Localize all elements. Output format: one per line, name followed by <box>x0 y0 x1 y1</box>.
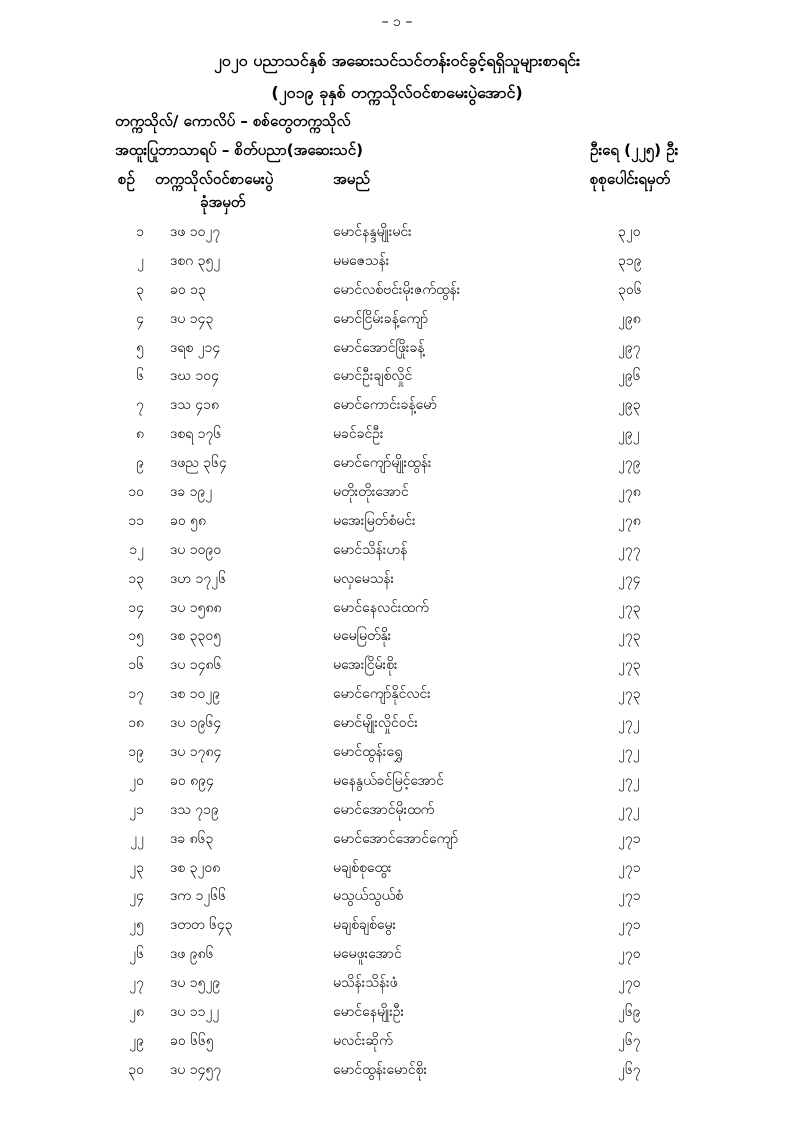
row-number: ၁၄ <box>128 599 144 616</box>
total-score: ၂၇၃ <box>618 599 641 616</box>
roll-number: ဒပ ၁၇၈၄ <box>170 744 222 761</box>
roll-number: ဒရစ ၂၁၄ <box>170 339 221 356</box>
roll-number: ခဝ ၆၆၅ <box>170 1032 214 1049</box>
document-title: ၂၀၂၀ ပညာသင်နှစ် အဆေးသင်သင်တန်းဝင်ခွင့်ရရှိသူများစာရင်း <box>213 51 581 70</box>
row-number: ၁၁ <box>128 512 144 529</box>
table-row <box>0 738 794 767</box>
total-score: ၂၉၃ <box>618 397 641 414</box>
table-row <box>0 767 794 796</box>
table-row <box>0 854 794 883</box>
student-name: မောင်ကျော်နိုင်လင်း <box>333 686 431 703</box>
total-score: ၃၁၉ <box>618 252 642 269</box>
table-row <box>0 651 794 680</box>
table-row <box>0 218 794 247</box>
student-name: မောင်အောင်မိုးထက် <box>333 801 435 818</box>
total-score: ၂၇၁ <box>618 830 641 847</box>
table-row <box>0 1027 794 1056</box>
row-number: ၂၃ <box>129 859 144 876</box>
student-name: မတိုးတိုးအောင် <box>333 484 409 501</box>
roll-number: ဒဟ ၁၇၂၆ <box>170 570 226 587</box>
student-name: မောင်အောင်အောင်ကျော် <box>333 830 459 847</box>
total-score: ၂၇၉ <box>618 455 641 472</box>
row-number: ၁၃ <box>128 570 144 587</box>
row-number: ၁၀ <box>128 484 144 501</box>
row-number: ၄ <box>136 310 144 327</box>
row-number: ၁၈ <box>128 715 144 732</box>
student-name: မောင်လစ်ဗင်းမိုးဇက်ထွန်း <box>333 281 461 298</box>
total-score: ၂၇၈ <box>618 484 641 501</box>
total-score: ၂၇၃ <box>618 686 641 703</box>
table-row <box>0 507 794 536</box>
row-number: ၂၁ <box>129 801 144 818</box>
total-score: ၂၇၁ <box>618 888 641 905</box>
roll-number: ခဝ ၈၉၄ <box>170 772 214 789</box>
student-name: မမေဖူးအောင် <box>333 946 402 963</box>
student-name: မောင်ကျော်မျိုးထွန်း <box>333 455 432 472</box>
page-number: – ၁ – <box>381 14 413 30</box>
table-row <box>0 1056 794 1085</box>
total-score: ၂၇၂ <box>618 744 640 761</box>
total-score: ၂၇၁ <box>618 859 641 876</box>
row-number: ၂၀ <box>129 772 144 789</box>
roll-number: ဒပ ၁၅၈၈ <box>170 599 222 616</box>
row-number: ၁၂ <box>129 541 144 558</box>
student-name: မသိန်းသိန်းဖံ <box>333 975 398 992</box>
roll-number: ဒက ၁၂၆၆ <box>170 888 226 905</box>
total-score: ၂၆၇ <box>618 1061 641 1078</box>
student-name: မောင်ငြိမ်းခန့်ကျော် <box>333 310 429 327</box>
table-row <box>0 362 794 391</box>
table-row <box>0 536 794 565</box>
row-number: ၁၉ <box>128 744 144 761</box>
student-name: မောင်ဦးချစ်လှိုင် <box>333 368 413 385</box>
row-number: ၂၈ <box>129 1004 144 1021</box>
total-score: ၃၂၀ <box>618 224 641 240</box>
total-score: ၂၆၇ <box>618 1032 641 1049</box>
total-score: ၂၇၀ <box>618 946 641 963</box>
table-row <box>0 911 794 940</box>
student-name: မောင်နန္ဒမျိုးမင်း <box>333 224 412 240</box>
student-name: မအေးငြိမ်းစိုး <box>333 657 398 674</box>
roll-number: ဒပ ၁၅၂၉ <box>170 975 221 992</box>
header-name: အမည် <box>333 170 370 188</box>
total-score: ၂၉၆ <box>618 368 641 385</box>
student-name: မလှမေသန်း <box>333 570 395 587</box>
roll-number: ဒဃ ၁၀၄ <box>170 368 220 385</box>
student-name: မောင်ကောင်းခန့်မော် <box>333 397 437 414</box>
total-score: ၂၉၇ <box>618 339 641 356</box>
table-row <box>0 998 794 1027</box>
table-row <box>0 391 794 420</box>
student-name: မခင်ခင်ဦး <box>333 426 384 443</box>
student-name: မမဇေသန်း <box>333 252 390 269</box>
total-score: ၂၉၈ <box>618 310 641 327</box>
row-number: ၂၅ <box>129 917 144 934</box>
student-name: မောင်ထွန်းမောင်စိုး <box>333 1061 428 1078</box>
total-score: ၂၇၈ <box>618 512 641 529</box>
row-number: ၆ <box>136 368 144 385</box>
table-row <box>0 247 794 276</box>
student-name: မောင်သိန်းဟန် <box>333 541 408 558</box>
table-row <box>0 796 794 825</box>
roll-number: ဒတတ ၆၄၃ <box>170 917 233 934</box>
roll-number: ဒပ ၁၁၂၂ <box>170 1004 220 1021</box>
roll-number: ဒစရ ၁၇၆ <box>170 426 222 443</box>
table-row <box>0 305 794 334</box>
roll-number: ဒပ ၁၄၅၇ <box>170 1061 222 1078</box>
total-score: ၂၆၉ <box>618 1004 641 1021</box>
header-score: စုစုပေါင်းရမှတ် <box>590 170 671 188</box>
total-score: ၂၇၂ <box>618 715 640 732</box>
table-row <box>0 940 794 969</box>
table-row <box>0 709 794 738</box>
table-row <box>0 565 794 594</box>
table-row <box>0 449 794 478</box>
header-roll-number: တက္ကသိုလ်ဝင်စာမေးပွဲ <box>155 170 274 188</box>
row-number: ၁၅ <box>128 628 144 645</box>
total-score: ၂၇၀ <box>618 975 641 992</box>
total-score: ၂၇၃ <box>618 628 641 645</box>
row-number: ၇ <box>136 397 144 414</box>
table-row <box>0 478 794 507</box>
roll-number: ဒစ ၃၃၀၅ <box>170 628 222 645</box>
row-number: ၅ <box>136 339 144 356</box>
header-roll-number-line2: ခုံအမှတ် <box>200 193 246 211</box>
row-number: ၃၀ <box>128 1061 144 1078</box>
roll-number: ဒစ ၁၀၂၉ <box>170 686 221 703</box>
student-name: မနေနွယ်ခင်မြင့်အောင် <box>333 772 444 789</box>
university-label: တက္ကသိုလ်/ ကောလိပ် – စစ်တွေတက္ကသိုလ် <box>115 112 351 130</box>
roll-number: ဒစ ၃၂၀၈ <box>170 859 221 876</box>
row-number: ၂၄ <box>129 888 144 905</box>
student-name: မောင်အောင်ဖြိုးခန့် <box>333 339 425 356</box>
student-name: မောင်မျိုးလှိုင်ဝင်း <box>333 715 418 732</box>
table-row <box>0 969 794 998</box>
total-score: ၂၇၂ <box>618 801 640 818</box>
total-count: ဦးရေ (၂၂၅) ဦး <box>590 141 679 159</box>
student-name: မလင်းဆိုက် <box>333 1032 393 1049</box>
document-subtitle: (၂၀၁၉ ခုနှစ် တက္ကသိုလ်ဝင်စာမေးပွဲအောင်) <box>271 83 523 102</box>
roll-number: ဒခ ၁၉၂ <box>170 484 213 501</box>
roll-number: ဒပ ၁၉၆၄ <box>170 715 222 732</box>
student-name: မောင်ထွန်းရွှေ <box>333 744 403 761</box>
roll-number: ဒခ ၈၆၃ <box>170 830 214 847</box>
row-number: ၂၉ <box>129 1032 144 1049</box>
row-number: ၂၇ <box>129 975 144 992</box>
roll-number: ဒစဂ ၃၅၂ <box>170 252 221 269</box>
student-name: မောင်နေမျိုးဦး <box>333 1004 405 1021</box>
total-score: ၂၇၁ <box>618 917 641 934</box>
student-name: မချစ်စုထွေး <box>333 859 392 876</box>
total-score: ၃၀၆ <box>618 281 642 298</box>
table-row <box>0 334 794 363</box>
subject-label: အထူးပြုဘာသာရပ် – စိတ်ပညာ(အဆေးသင်) <box>115 141 363 159</box>
total-score: ၂၇၂ <box>618 772 640 789</box>
row-number: ၃ <box>136 281 144 298</box>
header-no: စဉ် <box>118 170 135 188</box>
roll-number: ခဝ ၅၈ <box>170 512 207 529</box>
roll-number: ဒဖ ၁၀၂၇ <box>170 224 221 240</box>
roll-number: ဒပ ၁၄၃ <box>170 310 214 327</box>
student-name: မောင်နေလင်းထက် <box>333 599 429 616</box>
table-row <box>0 420 794 449</box>
total-score: ၂၉၂ <box>618 426 640 443</box>
table-row <box>0 680 794 709</box>
row-number: ၂၆ <box>129 946 144 963</box>
roll-number: ဒဖည ၃၆၄ <box>170 455 227 472</box>
row-number: ၁၆ <box>128 657 144 674</box>
total-score: ၂၇၇ <box>618 541 641 558</box>
student-name: မချစ်ချစ်မွေး <box>333 917 397 934</box>
table-row <box>0 882 794 911</box>
row-number: ၉ <box>136 455 144 472</box>
roll-number: ဒပ ၁၄၈၆ <box>170 657 222 674</box>
total-score: ၂၇၃ <box>618 657 641 674</box>
table-row <box>0 276 794 305</box>
table-row <box>0 622 794 651</box>
row-number: ၂၂ <box>130 830 144 847</box>
total-score: ၂၇၄ <box>618 570 641 587</box>
student-name: မအေးမြတ်စံမင်း <box>333 512 416 529</box>
row-number: ၁ <box>136 224 144 240</box>
row-number: ၂ <box>137 252 144 269</box>
roll-number: ဒပ ၁၀၉၀ <box>170 541 222 558</box>
table-row <box>0 825 794 854</box>
roll-number: ခဝ ၁၃ <box>170 281 206 298</box>
table-row <box>0 594 794 623</box>
student-list <box>0 218 794 1085</box>
student-name: မမေမြတ်နိုး <box>333 628 392 645</box>
student-name: မသွယ်သွယ်စံ <box>333 888 404 905</box>
roll-number: ဒသ ၇၁၉ <box>170 801 219 818</box>
roll-number: ဒဖ ၉၈၆ <box>170 946 214 963</box>
roll-number: ဒသ ၄၁၈ <box>170 397 220 414</box>
row-number: ၈ <box>136 426 144 443</box>
row-number: ၁၇ <box>128 686 144 703</box>
